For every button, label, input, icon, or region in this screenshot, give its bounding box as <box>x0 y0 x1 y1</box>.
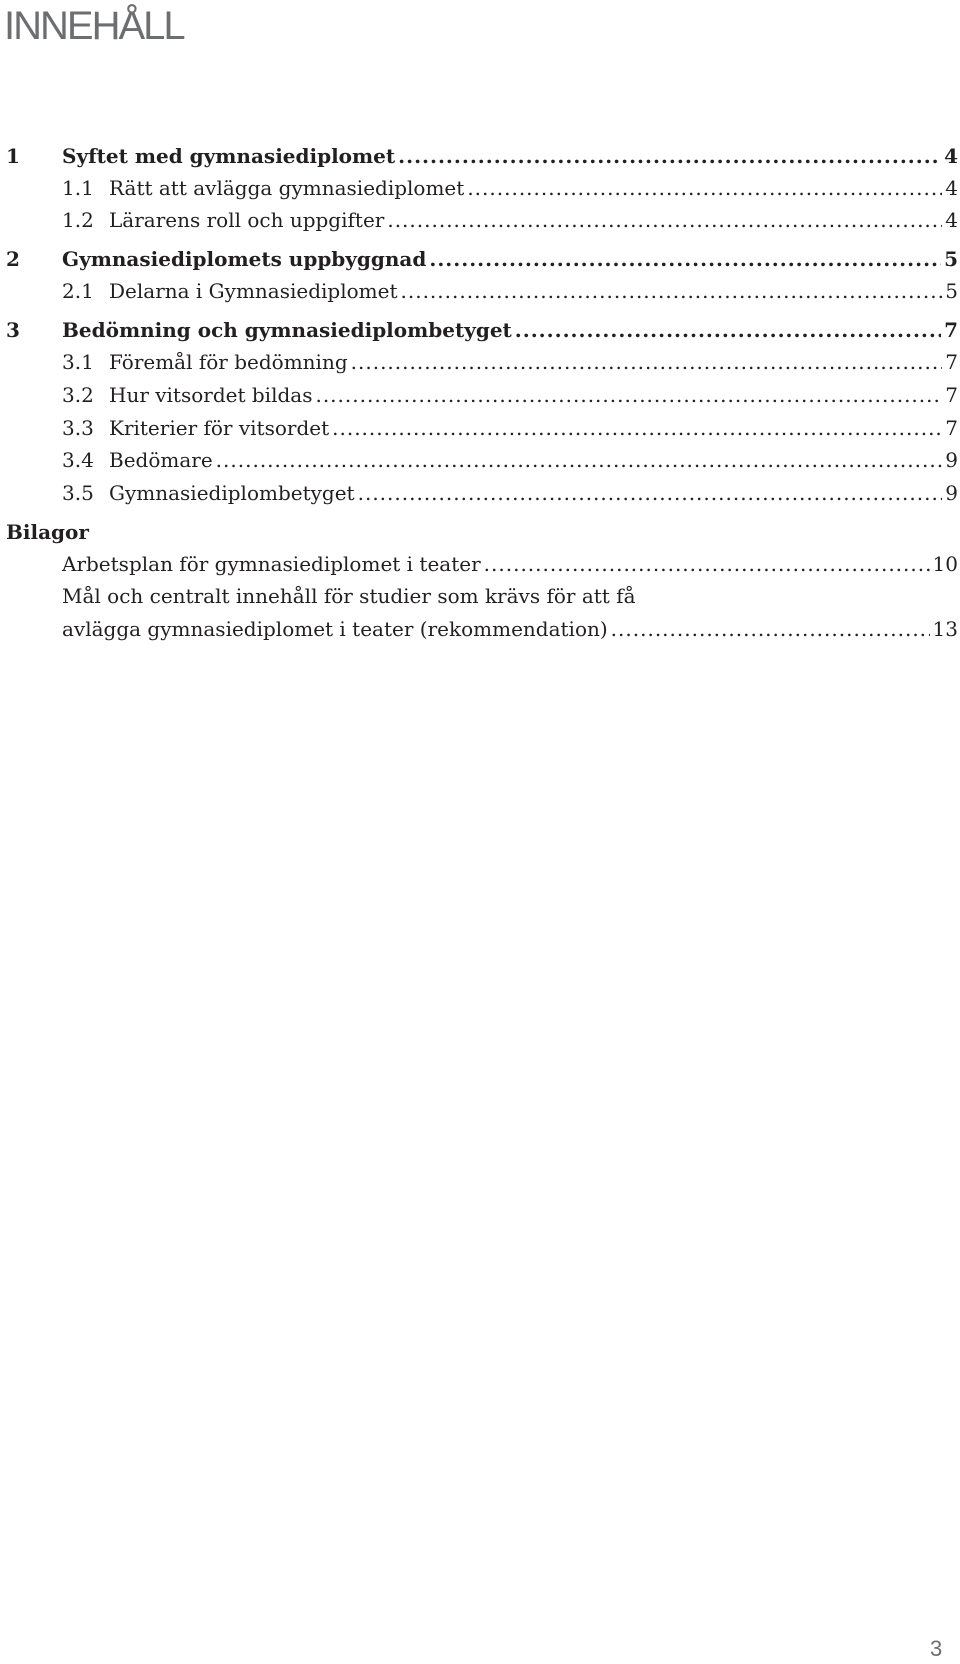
toc-entry-3-5[interactable] <box>6 481 958 511</box>
toc-dot-leader <box>515 318 941 342</box>
toc-entry-1-2[interactable] <box>6 208 958 238</box>
appendix-heading: Bilagor <box>6 520 89 544</box>
toc-entry-1[interactable] <box>6 144 958 174</box>
toc-entry-number: 2 <box>6 247 20 271</box>
toc-entry-page: 4 <box>944 144 958 168</box>
toc-entry-page: 13 <box>932 617 958 641</box>
toc-entry-number: 3.3 <box>62 416 94 440</box>
toc-entry-number: 3 <box>6 318 20 342</box>
toc-entry-title: Syftet med gymnasiediplomet <box>62 144 396 168</box>
appendix-entry-2[interactable] <box>6 617 958 647</box>
toc-entry-page: 4 <box>945 176 958 200</box>
toc-dot-leader <box>387 208 942 232</box>
toc-entry-title: Lärarens roll och uppgifter <box>109 208 385 232</box>
toc-entry-page: 7 <box>945 416 958 440</box>
toc-entry-page: 5 <box>945 279 958 303</box>
appendix-entry-1[interactable] <box>6 552 958 582</box>
toc-entry-2-1[interactable] <box>6 279 958 309</box>
toc-entry-title: Bedömare <box>109 448 213 472</box>
toc-entry-page: 7 <box>945 383 958 407</box>
toc-entry-title: Arbetsplan för gymnasiediplomet i teater <box>62 552 481 576</box>
toc-entry-page: 4 <box>945 208 958 232</box>
toc-entry-page: 9 <box>945 448 958 472</box>
toc-entry-number: 2.1 <box>62 279 94 303</box>
toc-entry-page: 5 <box>944 247 958 271</box>
toc-entry-title: Hur vitsordet bildas <box>109 383 313 407</box>
toc-dot-leader <box>315 383 942 407</box>
toc-entry-number: 1.1 <box>62 176 94 200</box>
toc-dot-leader <box>351 350 943 374</box>
toc-dot-leader <box>358 481 943 505</box>
toc-entry-number: 1 <box>6 144 20 168</box>
toc-entry-title: Gymnasiediplombetyget <box>109 481 355 505</box>
toc-entry-3-4[interactable] <box>6 448 958 478</box>
toc-dot-leader <box>611 617 930 641</box>
toc-dot-leader <box>398 144 941 168</box>
toc-entry-3[interactable] <box>6 318 958 348</box>
toc-entry-title: Föremål för bedömning <box>109 350 348 374</box>
toc-entry-title: Rätt att avlägga gymnasiediplomet <box>109 176 465 200</box>
toc-entry-page: 7 <box>944 318 958 342</box>
page-title: INNEHÅLL <box>4 4 184 48</box>
toc-entry-3-2[interactable] <box>6 383 958 413</box>
toc-entry-number: 3.4 <box>62 448 94 472</box>
toc-entry-1-1[interactable] <box>6 176 958 206</box>
page-number: 3 <box>930 1636 943 1661</box>
toc-dot-leader <box>429 247 941 271</box>
toc-entry-title: Bedömning och gymnasiediplombetyget <box>62 318 512 342</box>
toc-entry-3-1[interactable] <box>6 350 958 380</box>
toc-entry-3-3[interactable] <box>6 416 958 446</box>
toc-entry-page: 7 <box>945 350 958 374</box>
toc-dot-leader <box>467 176 942 200</box>
toc-dot-leader <box>332 416 942 440</box>
toc-entry-page: 9 <box>945 481 958 505</box>
toc-dot-leader <box>484 552 930 576</box>
appendix-entry-2-line-1[interactable]: Mål och centralt innehåll för studier som krävs för att få <box>62 584 636 608</box>
toc-entry-2[interactable] <box>6 247 958 277</box>
toc-entry-number: 3.2 <box>62 383 94 407</box>
toc-entry-number: 3.5 <box>62 481 94 505</box>
toc-entry-title: Delarna i Gymnasiediplomet <box>109 279 398 303</box>
toc-entry-number: 1.2 <box>62 208 94 232</box>
toc-entry-page: 10 <box>932 552 958 576</box>
toc-entry-title: Kriterier för vitsordet <box>109 416 330 440</box>
toc-entry-title: Gymnasiediplomets uppbyggnad <box>62 247 427 271</box>
toc-dot-leader <box>401 279 943 303</box>
toc-dot-leader <box>216 448 943 472</box>
toc-entry-title: avlägga gymnasiediplomet i teater (rekommendation) <box>62 617 608 641</box>
toc-entry-number: 3.1 <box>62 350 94 374</box>
